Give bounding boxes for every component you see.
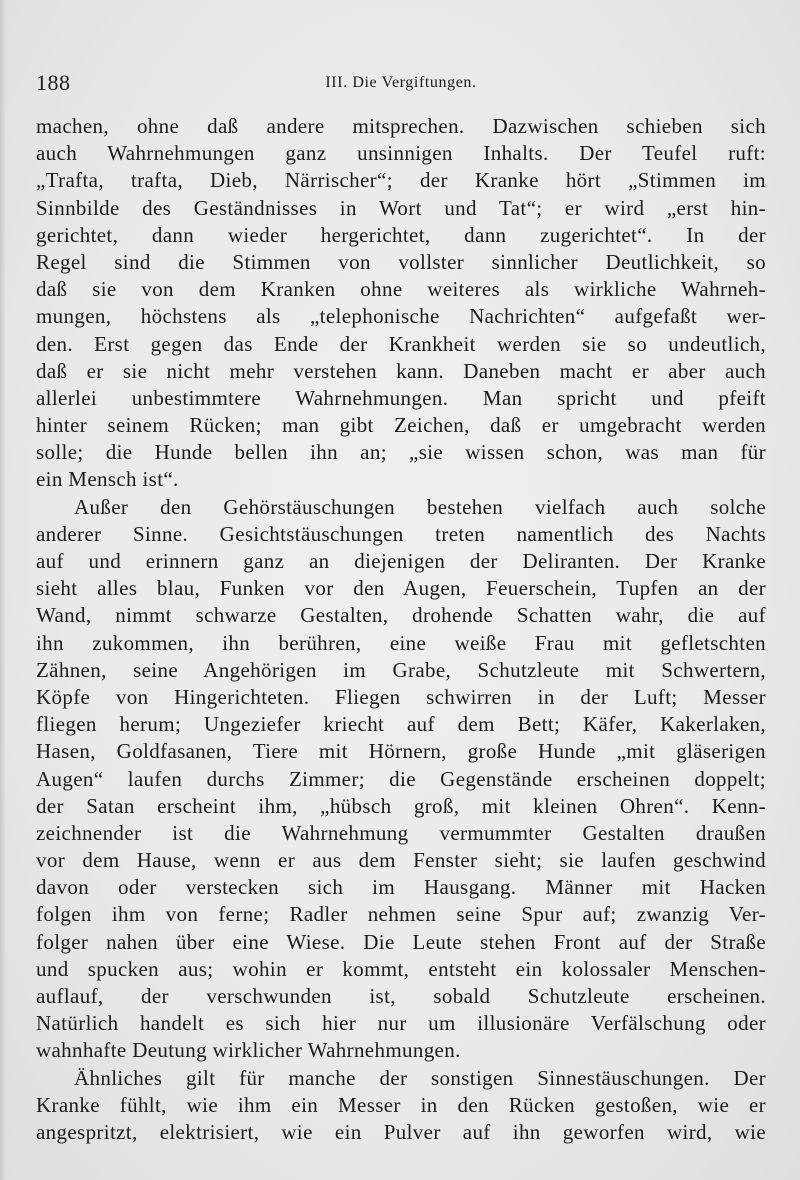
text-line-paragraph-end: ein Mensch ist“.: [36, 467, 179, 492]
text-line: Regel sind die Stimmen von vollster sinnlicher Deutlichkeit, so: [36, 249, 766, 274]
text-line: vor dem Hause, wenn er aus dem Fenster sieht; sie laufen geschwind: [36, 848, 766, 873]
text-line: Kranke fühlt, wie ihm ein Messer in den Rücken gestoßen, wie er: [36, 1092, 766, 1117]
page-header: [36, 70, 766, 96]
text-line: anderer Sinne. Gesichtstäuschungen treten namentlich des Nachts: [36, 521, 766, 546]
text-line: Augen“ laufen durchs Zimmer; die Gegenstände erscheinen doppelt;: [36, 766, 766, 791]
text-line: daß sie von dem Kranken ohne weiteres als wirkliche Wahrneh-: [36, 277, 766, 302]
text-line: „Trafta, trafta, Dieb, Närrischer“; der Kranke hört „Stimmen im: [36, 168, 766, 193]
text-line: davon oder verstecken sich im Hausgang. Männer mit Hacken: [36, 875, 766, 900]
text-line: der Satan erscheint ihm, „hübsch groß, mit kleinen Ohren“. Kenn-: [36, 793, 766, 818]
text-line: Hasen, Goldfasanen, Tiere mit Hörnern, große Hunde „mit gläserigen: [36, 739, 766, 764]
text-line-paragraph-start: Außer den Gehörstäuschungen bestehen vielfach auch solche: [74, 494, 766, 519]
text-line: auch Wahrnehmungen ganz unsinnigen Inhalts. Der Teufel ruft:: [36, 141, 766, 166]
text-line: und spucken aus; wohin er kommt, entsteht ein kolossaler Menschen-: [36, 956, 766, 981]
text-line: den. Erst gegen das Ende der Krankheit werden sie so undeutlich,: [36, 331, 766, 356]
text-line-paragraph-end: wahnhafte Deutung wirklicher Wahrnehmungen.: [36, 1038, 461, 1063]
text-line: machen, ohne daß andere mitsprechen. Dazwischen schieben sich: [36, 114, 766, 138]
text-line: zeichnender ist die Wahrnehmung vermummter Gestalten draußen: [36, 820, 766, 845]
text-line: Wand, nimmt schwarze Gestalten, drohende Schatten wahr, die auf: [36, 603, 766, 628]
text-line: daß er sie nicht mehr verstehen kann. Daneben macht er aber auch: [36, 358, 766, 383]
text-line: Köpfe von Hingerichteten. Fliegen schwirren in der Luft; Messer: [36, 684, 766, 709]
text-line: Natürlich handelt es sich hier nur um illusionäre Verfälschung oder: [36, 1011, 766, 1036]
text-line: Zähnen, seine Angehörigen im Grabe, Schutzleute mit Schwertern,: [36, 657, 766, 682]
page-edge-shadow: [0, 0, 6, 1180]
text-line: fliegen herum; Ungeziefer kriecht auf dem Bett; Käfer, Kakerlaken,: [36, 712, 766, 737]
running-head: III. Die Vergiftungen.: [325, 74, 477, 91]
text-line: gerichtet, dann wieder hergerichtet, dann zugerichtet“. In der: [36, 222, 766, 247]
text-line: Sinnbilde des Geständnisses in Wort und Tat“; er wird „erst hin-: [36, 195, 766, 220]
page-number: 188: [36, 70, 71, 95]
text-line: folgen ihm von ferne; Radler nehmen seine Spur auf; zwanzig Ver-: [36, 902, 766, 927]
body-text: [36, 113, 766, 1146]
text-line: hinter seinem Rücken; man gibt Zeichen, daß er umgebracht werden: [36, 413, 766, 438]
text-line-paragraph-start: Ähnliches gilt für manche der sonstigen Sinnestäuschungen. Der: [74, 1065, 766, 1090]
text-line: auflauf, der verschwunden ist, sobald Schutzleute erscheinen.: [36, 984, 766, 1008]
text-line: auf und erinnern ganz an diejenigen der Deliranten. Der Kranke: [36, 549, 766, 573]
text-line: angespritzt, elektrisiert, wie ein Pulver auf ihn geworfen wird, wie: [36, 1119, 766, 1144]
text-line: sieht alles blau, Funken vor den Augen, Feuerschein, Tupfen an der: [36, 576, 766, 601]
text-line: ihn zukommen, ihn berühren, eine weiße Frau mit gefletschten: [36, 630, 766, 655]
text-line: allerlei unbestimmtere Wahrnehmungen. Man spricht und pfeift: [36, 385, 766, 410]
text-line: solle; die Hunde bellen ihn an; „sie wissen schon, was man für: [36, 440, 766, 465]
text-line: folger nahen über eine Wiese. Die Leute stehen Front auf der Straße: [36, 929, 766, 954]
text-line: mungen, höchstens als „telephonische Nachrichten“ aufgefaßt wer-: [36, 304, 766, 329]
